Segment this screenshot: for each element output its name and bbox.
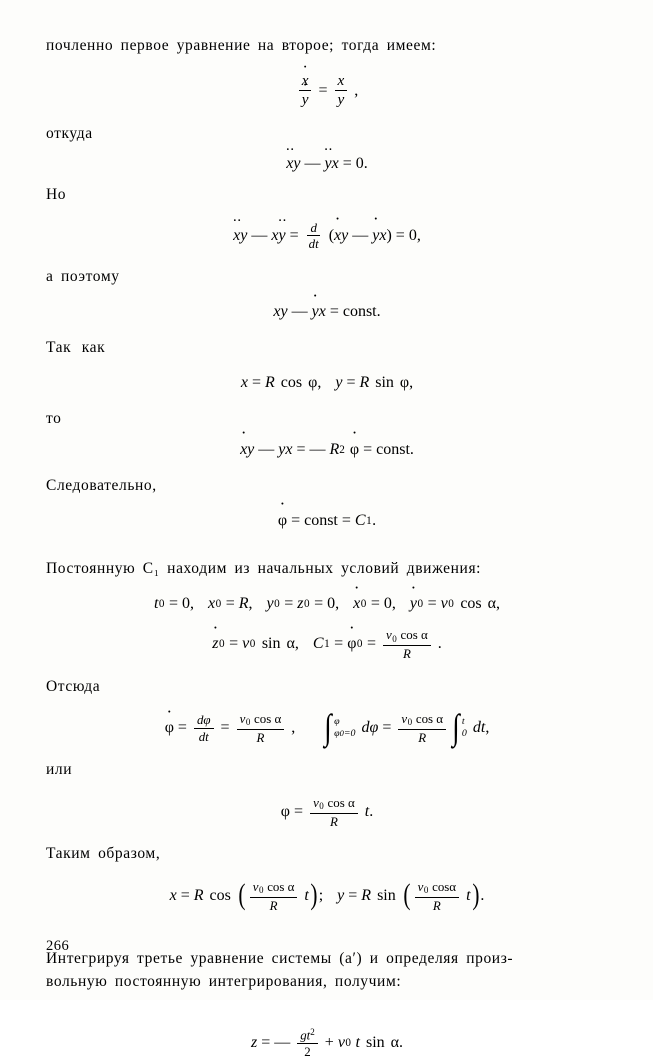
- equation-13: z = — $\frac{gt^2}{2}$ + v 0 t sin α.: [250, 1026, 404, 1059]
- page-number: 266: [46, 938, 70, 954]
- paragraph-otkuda: откуда: [46, 125, 93, 143]
- paragraph-takkak: Так как: [46, 339, 106, 357]
- paragraph-ili: или: [46, 761, 73, 779]
- equation-2: ·· x y — ·· y x = 0.: [46, 154, 608, 174]
- equation-4: x y — · y x = const.: [46, 302, 608, 322]
- equation-10: · φ = $\frac{d\varphi}{dt}$ = $\frac{v_0 \cos \alpha}{R}$ , ∫ φ φ0=0 dφ = $\frac{v_0 \cos \alpha}{R}$ ∫ t 0 dt ,: [46, 712, 608, 745]
- paragraph-postoyannuyu-text: Постоянную C₁ находим из начальных условий движения:: [46, 559, 482, 577]
- paragraph-apoetomu: а поэтому: [46, 267, 120, 285]
- equation-11: φ = $\frac{v_0 \cos \alpha}{R}$ t .: [280, 794, 374, 829]
- paragraph-integriruya-2: вольную постоянную интегрирования, получим:: [46, 973, 402, 991]
- equation-5: x = R cos φ, y = R sin φ,: [240, 374, 414, 392]
- equation-7: · φ = const = C 1 .: [46, 511, 608, 531]
- paragraph-intro: почленно первое уравнение на второе; тогда имеем:: [46, 37, 437, 54]
- paragraph-no: Но: [46, 186, 67, 204]
- equation-1: · x · y = $\frac{x}{y}$ ,: [46, 71, 608, 108]
- equation-9: · z 0 = v 0 sin α, C 1 = · φ 0 = $\frac{v_0 \cos \alpha}{R}$ .: [46, 628, 608, 661]
- equation-8: t 0 = 0, x 0 = R , y 0 = z 0 = 0, · x 0 = 0, · y 0 = v 0 cos α,: [46, 594, 608, 614]
- paragraph-integriruya-1: Интегрируя третье уравнение системы (а′) и определяя произ-: [46, 950, 514, 968]
- equation-6: · x y — yx = — R 2 · φ = const.: [46, 440, 608, 460]
- paragraph-to: то: [46, 410, 62, 428]
- paragraph-sledovatelno: Следовательно,: [46, 476, 157, 494]
- paragraph-otsyuda: Отсюда: [46, 677, 101, 695]
- equation-3: ·· x y — x ·· y = $\frac{d}{dt}$ ( · x y — · y x ) = 0,: [46, 221, 608, 251]
- equation-12: x = R cos ( $\frac{v_0 \cos \alpha}{R}$ t ) ; y = R sin ( $\frac{v_0 \cos\alpha}{R}$ t ) .: [169, 878, 485, 913]
- page-content: [46, 34, 608, 1058]
- paragraph-takimobrazom: Таким образом,: [46, 845, 161, 863]
- paragraph-postoyannuyu: [46, 557, 608, 580]
